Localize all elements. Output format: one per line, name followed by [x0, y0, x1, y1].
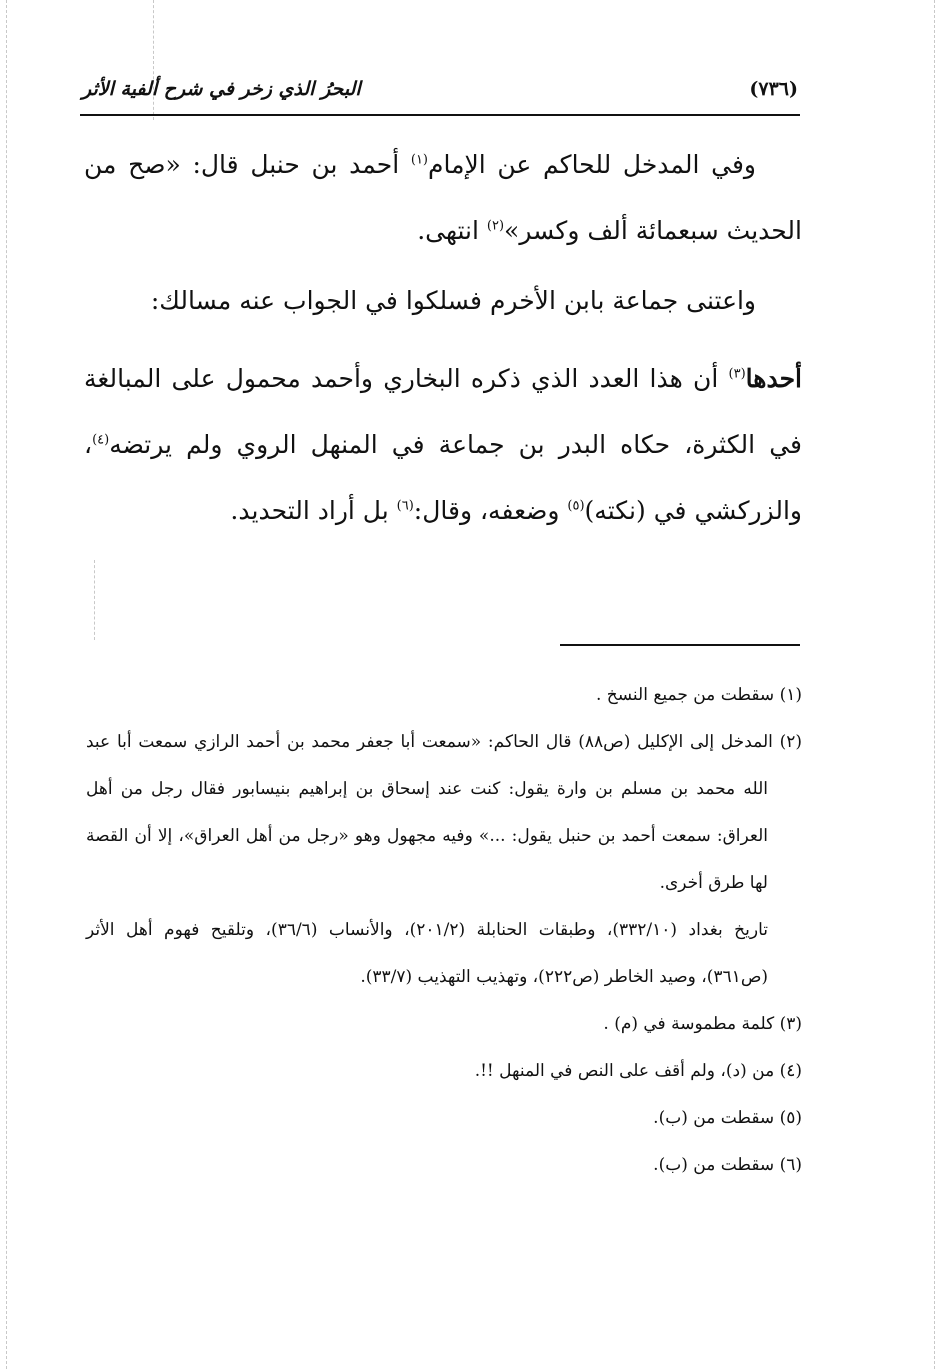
footnotes	[86, 672, 802, 1189]
running-title: البحرُ الذي زخر في شرح ألفية الأثر	[82, 78, 361, 100]
header-rule	[80, 114, 800, 116]
footnote-ref-3: (٣)	[728, 366, 746, 382]
footnote-ref-1: (١)	[410, 152, 428, 168]
scan-guide-line	[6, 0, 7, 1369]
paragraph-3: أحدها$^{(٣)}$ أن هذا العدد الذي ذكره البخاري وأحمد محمول على المبالغة في الكثرة، حكاه البدر بن جماعة في المنهل الروي ولم يرتضه$^{(٤)}$، والزركشي في (نكته)$^{(٥)}$ وضعفه، وقال:$^{(٦)}$ بل أراد التحديد.	[84, 364, 802, 525]
footnote-5: (٥) سقطت من (ب).	[653, 1108, 802, 1128]
footnote-separator	[560, 644, 800, 646]
footnote-ref-2: (٢)	[486, 218, 505, 234]
footnote-2: (٢) المدخل إلى الإكليل (ص٨٨) قال الحاكم: «سمعت أبا جعفر محمد بن أحمد الرازي سمعت أبا عبد الله محمد بن مسلم بن وارة يقول: كنت عند إسحاق بن إبراهيم بنيسابور فقال رجل من أهل العراق: سمعت أحمد بن حنبل يقول: ...» وفيه مجهول وهو «رجل من أهل العراق»، إلا أن القصة لها طرق أخرى.	[86, 732, 802, 893]
footnote-ref-5: (٥)	[567, 498, 585, 514]
footnote-1: (١) سقطت من جميع النسخ .	[595, 685, 802, 705]
main-text	[84, 132, 802, 544]
page-header	[82, 78, 798, 108]
paragraph-1: وفي المدخل للحاكم عن الإمام$^{(١)}$ أحمد بن حنبل قال: «صح من الحديث سبعمائة ألف وكسر»$^{(٢)}$ انتهى.	[84, 150, 802, 245]
paragraph-2: واعتنى جماعة بابن الأخرم فسلكوا في الجواب عنه مسالك:	[150, 286, 756, 315]
scan-guide-line	[934, 0, 935, 1369]
footnote-2-references: تاريخ بغداد (٣٣٢/١٠)، وطبقات الحنابلة (٢٠١/٢)، والأنساب (٣٦/٦)، وتلقيح فهوم أهل الأثر (ص٣٦١)، وصيد الخاطر (ص٢٢٢)، وتهذيب التهذيب (٣٣/٧).	[86, 920, 768, 987]
paragraph-lead-word: أحدها	[745, 364, 802, 393]
scan-guide-line	[94, 560, 95, 640]
footnote-ref-6: (٦)	[396, 498, 414, 514]
page-number: (٧٣٦)	[749, 78, 798, 100]
footnote-ref-4: (٤)	[92, 432, 110, 448]
footnote-6: (٦) سقطت من (ب).	[653, 1155, 802, 1175]
footnote-3: (٣) كلمة مطموسة في (م) .	[603, 1014, 802, 1034]
footnote-4: (٤) من (د)، ولم أقف على النص في المنهل !!.	[474, 1061, 802, 1081]
